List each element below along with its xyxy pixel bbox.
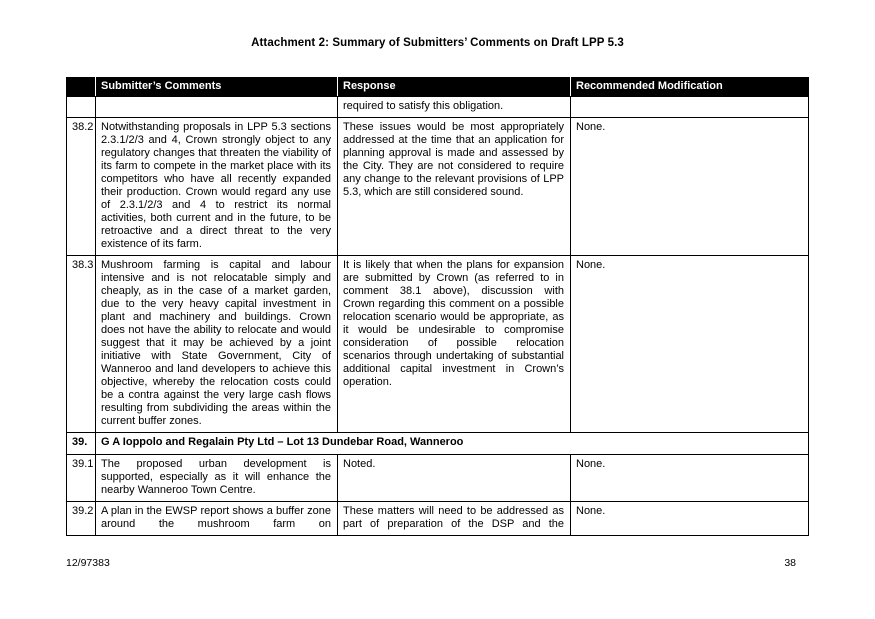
table-row-39-2 [67,502,809,536]
header-submitters-comments: Submitter’s Comments [96,78,338,97]
cell-item-number: 38.2 [67,118,96,256]
header-recommended-modification: Recommended Modification [571,78,809,97]
cell-recommended-modification: None. [571,455,809,502]
cell-submitter-comment: Mushroom farming is capital and labour intensive and is not relocatable simply and cheaply, as in the case of a market garden, due to the very heavy capital investment in plant and machinery and buildings. Crown does not have the ability to relocate and would suggest that it may be achieved by a joint initiative with State Government, City of Wanneroo and land developers to achieve this objective, whereby the relocation costs could be a contra against the very large cash flows resulting from subdividing the areas within the current buffer zones. [96,256,338,433]
cell-item-number: 39.2 [67,502,96,536]
table-row-39-1 [67,455,809,502]
cell-item-number: 39.1 [67,455,96,502]
cell-response: required to satisfy this obligation. [338,97,571,118]
table-header-row [67,78,809,97]
cell-response: These issues would be most appropriately addressed at the time that an application for planning approval is made and assessed by the City. They are not considered to require any change to the relevant provisions of LPP 5.3, which are still considered sound. [338,118,571,256]
cell-response: These matters will need to be addressed as part of preparation of the DSP and the [338,502,571,536]
cell-item-number [67,97,96,118]
header-item-number [67,78,96,97]
cell-submitter-comment: The proposed urban development is supported, especially as it will enhance the nearby Wanneroo Town Centre. [96,455,338,502]
cell-recommended-modification [571,97,809,118]
cell-submitter-comment: Notwithstanding proposals in LPP 5.3 sections 2.3.1/2/3 and 4, Crown strongly object to any regulatory changes that threaten the viability of its farm to compete in the market place with its competitors who have all recently expanded their production. Crown would regard any use of 2.3.1/2/3 and 4 to restrict its normal activities, both current and in the future, to be retroactive and a direct threat to the very existence of its farm. [96,118,338,256]
cell-item-number: 39. [67,433,96,455]
cell-item-number: 38.3 [67,256,96,433]
cell-submitter-comment: A plan in the EWSP report shows a buffer zone around the mushroom farm on [96,502,338,536]
table-row-38-3 [67,256,809,433]
table-row-continuation [67,97,809,118]
cell-response: Noted. [338,455,571,502]
page-number: 38 [784,557,796,569]
cell-recommended-modification: None. [571,502,809,536]
page-footer [66,557,808,569]
cell-recommended-modification: None. [571,118,809,256]
section-title: G A Ioppolo and Regalain Pty Ltd – Lot 13 Dundebar Road, Wanneroo [96,433,809,455]
table-row-38-2 [67,118,809,256]
cell-recommended-modification: None. [571,256,809,433]
header-response: Response [338,78,571,97]
page-title: Attachment 2: Summary of Submitters’ Comments on Draft LPP 5.3 [251,37,624,49]
section-row-39 [67,433,809,455]
submitters-comments-table [66,77,809,536]
cell-response: It is likely that when the plans for expansion are submitted by Crown (as referred to in comment 38.1 above), discussion with Crown regarding this comment on a possible relocation scenario would be appropriate, as it would be undesirable to compromise consideration of possible relocation scenarios through undertaking of substantial additional capital investment in Crown’s operation. [338,256,571,433]
cell-submitter-comment [96,97,338,118]
document-reference: 12/97383 [66,557,110,569]
